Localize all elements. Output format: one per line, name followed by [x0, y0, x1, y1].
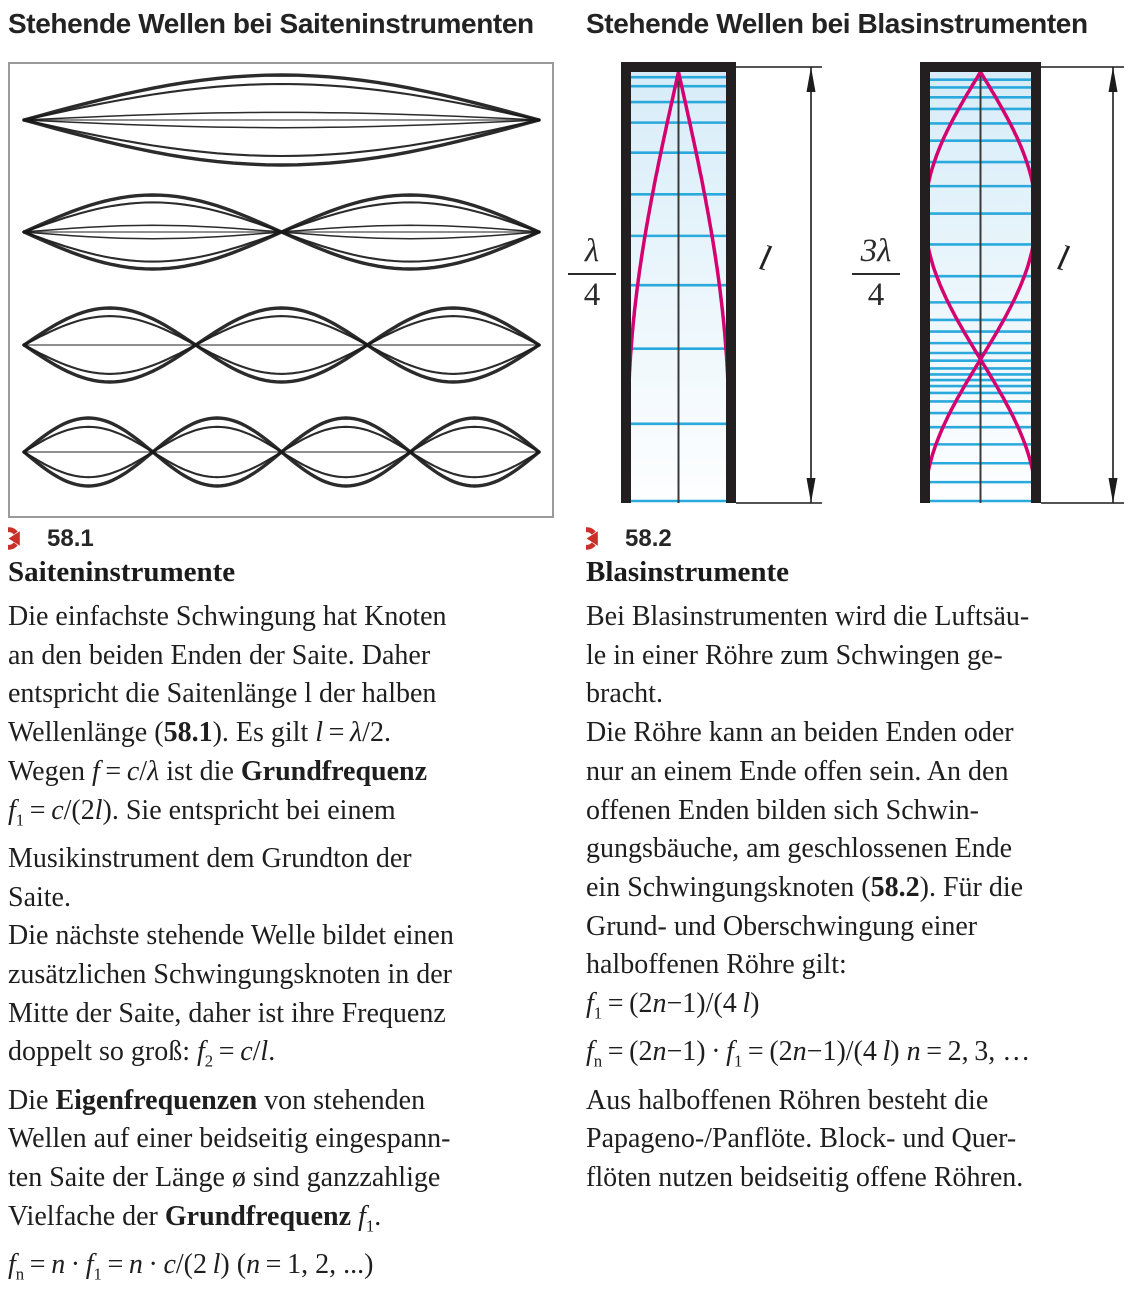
text-line: Aus halboffenen Röhren besteht die [586, 1084, 989, 1116]
tube-length-label: l [755, 237, 775, 279]
fraction-numerator: λ [584, 233, 600, 269]
text-line: Grund- und Oberschwingung einer [586, 910, 978, 942]
text-line: entspricht die Saitenlänge l der halben [8, 678, 437, 710]
text-line: $f_1 = (2n-1)/(4$ l) [586, 988, 760, 1023]
rotate-arrow-icon [8, 524, 37, 553]
text-line: halboffenen Röhre gilt: [586, 949, 847, 981]
fraction-denominator: 4 [583, 276, 601, 313]
text-line: nur an einem Ende offen sein. An den [586, 755, 1009, 787]
rotate-arrow-icon [586, 524, 615, 553]
text-line: Die Eigenfrequenzen von stehenden [8, 1084, 426, 1116]
text-line: ten Saite der Länge ø sind ganzzahlige [8, 1162, 441, 1194]
pipe-standing-waves-figure [566, 60, 1133, 520]
text-line: doppelt so groß: $f_2 = c/l$. [8, 1036, 276, 1071]
fraction-denominator: 4 [867, 276, 885, 313]
right-column-title: Stehende Wellen bei Blasinstrumenten [586, 8, 1088, 39]
text-line: Saite. [8, 881, 71, 913]
text-line: Die nächste stehende Welle bildet einen [8, 920, 454, 952]
text-line: Musikinstrument dem Grundton der [8, 842, 412, 874]
figure-caption-left [8, 524, 94, 553]
string-standing-waves-figure [8, 62, 554, 518]
body-text-right [586, 598, 1133, 1198]
text-line: gungsbäuche, am geschlossenen Ende [586, 833, 1013, 865]
text-line: Wegen f = c/λ ist die Grundfrequenz [8, 755, 428, 787]
fraction-bar [568, 273, 616, 275]
fraction-numerator: 3λ [860, 233, 892, 269]
text-line: flöten nutzen beidseitig offene Röhren. [586, 1162, 1024, 1194]
left-column-title: Stehende Wellen bei Saiteninstrumenten [8, 8, 534, 39]
text-line: Die Röhre kann an beiden Enden oder [586, 717, 1014, 749]
text-line: Mitte der Saite, daher ist ihre Frequenz [8, 997, 446, 1029]
text-line: Wellen auf einer beidseitig eingespann- [8, 1123, 451, 1155]
text-line: $f_1 = c/(2l)$. Sie entspricht bei einem [8, 794, 396, 830]
text-line: Vielfache der Grundfrequenz $f_1$. [8, 1200, 382, 1236]
text-line: $f_n = n \cdot f_1 = n \cdot c/(2$ l) (n = 1, 2, ...) [8, 1249, 374, 1284]
section-heading-blasinstrumente: Blasinstrumente [586, 556, 789, 588]
text-line: $f_n = (2n-1) \cdot f_1 = (2n-1)/(4$ l) n = 2, 3, … [586, 1036, 1031, 1071]
string-standing-waves-svg [8, 62, 554, 518]
tube-length-label: l [1053, 237, 1073, 279]
three-quarter-wavelength-fraction [850, 235, 902, 312]
text-line: ein Schwingungsknoten (58.2). Für die [586, 871, 1024, 903]
text-line: Bei Blasinstrumenten wird die Luftsäu- [586, 601, 1030, 632]
text-line: offenen Enden bilden sich Schwin- [586, 794, 979, 826]
section-heading-saiteninstrumente: Saiteninstrumente [8, 556, 236, 588]
fraction-bar [852, 273, 900, 275]
text-line: Papageno-/Panflöte. Block- und Quer- [586, 1123, 1017, 1155]
text-line: le in einer Röhre zum Schwingen ge- [586, 639, 1003, 671]
figure-caption-right [586, 524, 672, 553]
figure-number: 58.2 [625, 524, 672, 552]
text-line: bracht. [586, 678, 663, 710]
body-text-left [8, 598, 556, 1294]
figure-number: 58.1 [47, 524, 94, 552]
text-line: Wellenlänge (58.1). Es gilt l = λ/2. [8, 717, 391, 749]
text-line: zusätzlichen Schwingungsknoten in der [8, 958, 453, 990]
text-line: an den beiden Enden der Saite. Daher [8, 639, 431, 671]
text-line: Die einfachste Schwingung hat Knoten [8, 601, 447, 632]
quarter-wavelength-fraction [566, 235, 618, 312]
